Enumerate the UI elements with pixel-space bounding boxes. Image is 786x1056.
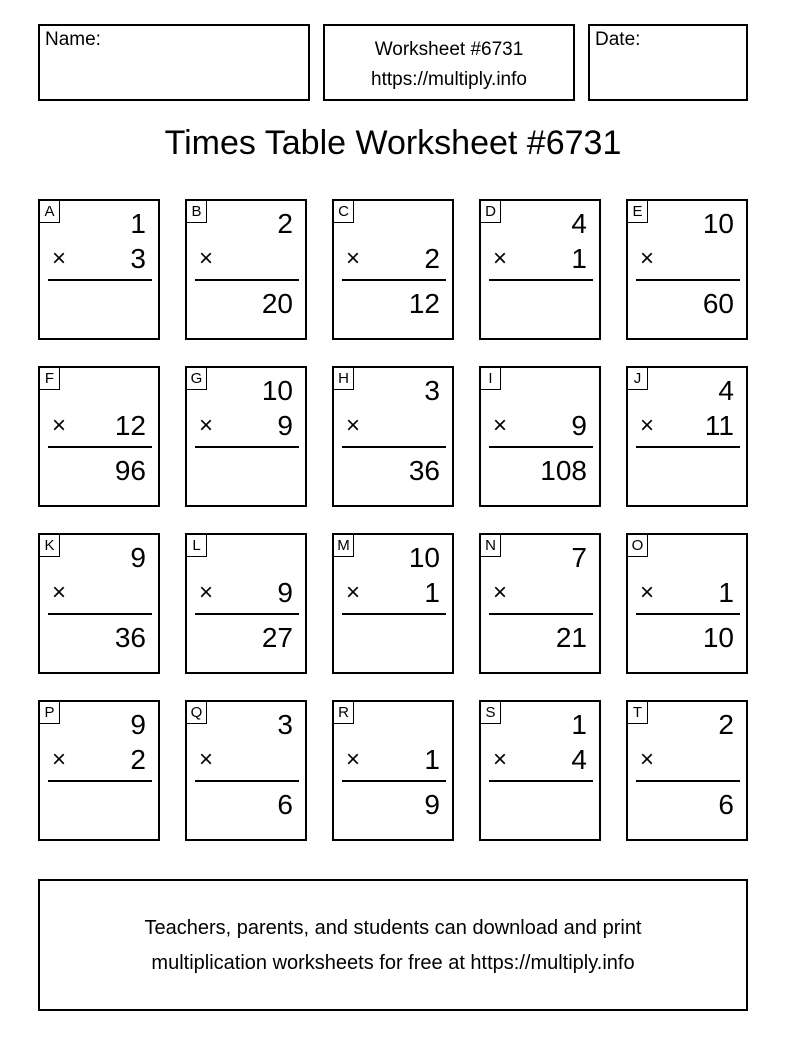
problem-card-b bbox=[185, 199, 307, 340]
problem-card-t bbox=[626, 700, 748, 841]
problem-letter: T bbox=[628, 702, 648, 724]
multiplicand: 3 bbox=[424, 375, 440, 406]
multiplicand: 10 bbox=[408, 542, 440, 573]
multiplier: 11 bbox=[704, 410, 734, 441]
problem-letter: A bbox=[40, 201, 60, 223]
problem-letter: O bbox=[628, 535, 648, 557]
multiplier: 12 bbox=[114, 410, 146, 441]
name-field-box[interactable] bbox=[38, 24, 310, 101]
problem-letter: D bbox=[481, 201, 501, 223]
multiplicand: 10 bbox=[261, 375, 293, 406]
problem-letter: M bbox=[334, 535, 354, 557]
product: 9 bbox=[424, 789, 440, 820]
times-sign: × bbox=[493, 245, 508, 272]
answer-line bbox=[342, 780, 446, 782]
problem-letter: R bbox=[334, 702, 354, 724]
problem-card-l bbox=[185, 533, 307, 674]
problem-card-h bbox=[332, 366, 454, 507]
footer-line-1: Teachers, parents, and students can download and print bbox=[144, 917, 642, 939]
multiplier: 1 bbox=[424, 577, 440, 608]
multiplier: 2 bbox=[424, 243, 440, 274]
problem-letter: Q bbox=[187, 702, 207, 724]
answer-line bbox=[489, 780, 593, 782]
multiplicand: 2 bbox=[277, 208, 293, 239]
date-field-box[interactable] bbox=[588, 24, 748, 101]
problem-letter: G bbox=[187, 368, 207, 390]
multiplicand: 9 bbox=[130, 542, 146, 573]
multiplicand: 4 bbox=[718, 375, 734, 406]
problem-letter: C bbox=[334, 201, 354, 223]
multiplicand: 10 bbox=[702, 208, 734, 239]
problem-card-m bbox=[332, 533, 454, 674]
answer-line bbox=[48, 613, 152, 615]
problem-letter: E bbox=[628, 201, 648, 223]
product: 6 bbox=[277, 789, 293, 820]
multiplicand: 4 bbox=[571, 208, 587, 239]
times-sign: × bbox=[493, 412, 508, 439]
multiplier: 9 bbox=[571, 410, 587, 441]
times-sign: × bbox=[199, 579, 214, 606]
worksheet-id: Worksheet #6731 bbox=[374, 39, 524, 60]
times-sign: × bbox=[52, 245, 67, 272]
problem-card-o bbox=[626, 533, 748, 674]
answer-line bbox=[636, 780, 740, 782]
times-sign: × bbox=[640, 579, 655, 606]
product: 96 bbox=[114, 455, 146, 486]
times-sign: × bbox=[346, 245, 361, 272]
times-sign: × bbox=[640, 412, 655, 439]
problem-letter: P bbox=[40, 702, 60, 724]
multiplier: 9 bbox=[277, 577, 293, 608]
answer-line bbox=[48, 780, 152, 782]
times-sign: × bbox=[346, 746, 361, 773]
problem-letter: H bbox=[334, 368, 354, 390]
problem-card-a bbox=[38, 199, 160, 340]
problem-card-d bbox=[479, 199, 601, 340]
answer-line bbox=[489, 279, 593, 281]
times-sign: × bbox=[346, 412, 361, 439]
times-sign: × bbox=[493, 579, 508, 606]
multiplier: 2 bbox=[130, 744, 146, 775]
times-sign: × bbox=[640, 245, 655, 272]
answer-line bbox=[48, 279, 152, 281]
problem-card-e bbox=[626, 199, 748, 340]
times-sign: × bbox=[199, 746, 214, 773]
multiplier: 1 bbox=[718, 577, 734, 608]
times-sign: × bbox=[199, 245, 214, 272]
problem-card-n bbox=[479, 533, 601, 674]
product: 36 bbox=[114, 622, 146, 653]
problem-card-r bbox=[332, 700, 454, 841]
product: 36 bbox=[408, 455, 440, 486]
multiplicand: 1 bbox=[571, 709, 587, 740]
answer-line bbox=[489, 446, 593, 448]
problem-letter: I bbox=[481, 368, 501, 390]
multiplicand: 9 bbox=[130, 709, 146, 740]
multiplier: 1 bbox=[424, 744, 440, 775]
answer-line bbox=[342, 613, 446, 615]
problem-card-p bbox=[38, 700, 160, 841]
product: 60 bbox=[702, 288, 734, 319]
problem-card-g bbox=[185, 366, 307, 507]
answer-line bbox=[195, 613, 299, 615]
times-sign: × bbox=[52, 746, 67, 773]
answer-line bbox=[342, 446, 446, 448]
times-sign: × bbox=[493, 746, 508, 773]
answer-line bbox=[636, 279, 740, 281]
problem-card-k bbox=[38, 533, 160, 674]
times-sign: × bbox=[52, 412, 67, 439]
problem-card-s bbox=[479, 700, 601, 841]
product: 20 bbox=[261, 288, 293, 319]
problem-letter: K bbox=[40, 535, 60, 557]
name-label: Name: bbox=[45, 29, 101, 50]
problem-card-c bbox=[332, 199, 454, 340]
answer-line bbox=[195, 446, 299, 448]
multiplier: 1 bbox=[571, 243, 587, 274]
product: 6 bbox=[718, 789, 734, 820]
multiplier: 9 bbox=[277, 410, 293, 441]
answer-line bbox=[636, 446, 740, 448]
footer-box bbox=[38, 879, 748, 1011]
problem-letter: S bbox=[481, 702, 501, 724]
problem-card-i bbox=[479, 366, 601, 507]
multiplicand: 2 bbox=[718, 709, 734, 740]
times-sign: × bbox=[640, 746, 655, 773]
product: 10 bbox=[702, 622, 734, 653]
product: 108 bbox=[540, 455, 587, 486]
site-url: https://multiply.info bbox=[371, 69, 527, 90]
answer-line bbox=[636, 613, 740, 615]
times-sign: × bbox=[199, 412, 214, 439]
times-sign: × bbox=[52, 579, 67, 606]
product: 21 bbox=[555, 622, 587, 653]
answer-line bbox=[195, 279, 299, 281]
answer-line bbox=[489, 613, 593, 615]
multiplicand: 3 bbox=[277, 709, 293, 740]
worksheet-title: Times Table Worksheet #6731 bbox=[164, 124, 622, 162]
worksheet-id-box bbox=[323, 24, 575, 101]
product: 27 bbox=[261, 622, 293, 653]
answer-line bbox=[195, 780, 299, 782]
answer-line bbox=[48, 446, 152, 448]
problem-card-j bbox=[626, 366, 748, 507]
problem-letter: F bbox=[40, 368, 60, 390]
problem-letter: B bbox=[187, 201, 207, 223]
multiplicand: 1 bbox=[130, 208, 146, 239]
times-sign: × bbox=[346, 579, 361, 606]
product: 12 bbox=[408, 288, 440, 319]
problem-card-f bbox=[38, 366, 160, 507]
footer-line-2: multiplication worksheets for free at https://multiply.info bbox=[151, 952, 635, 974]
answer-line bbox=[342, 279, 446, 281]
problem-letter: J bbox=[628, 368, 648, 390]
problem-letter: L bbox=[187, 535, 207, 557]
multiplier: 3 bbox=[130, 243, 146, 274]
date-label: Date: bbox=[595, 29, 641, 50]
multiplier: 4 bbox=[571, 744, 587, 775]
problem-card-q bbox=[185, 700, 307, 841]
multiplicand: 7 bbox=[571, 542, 587, 573]
problem-letter: N bbox=[481, 535, 501, 557]
